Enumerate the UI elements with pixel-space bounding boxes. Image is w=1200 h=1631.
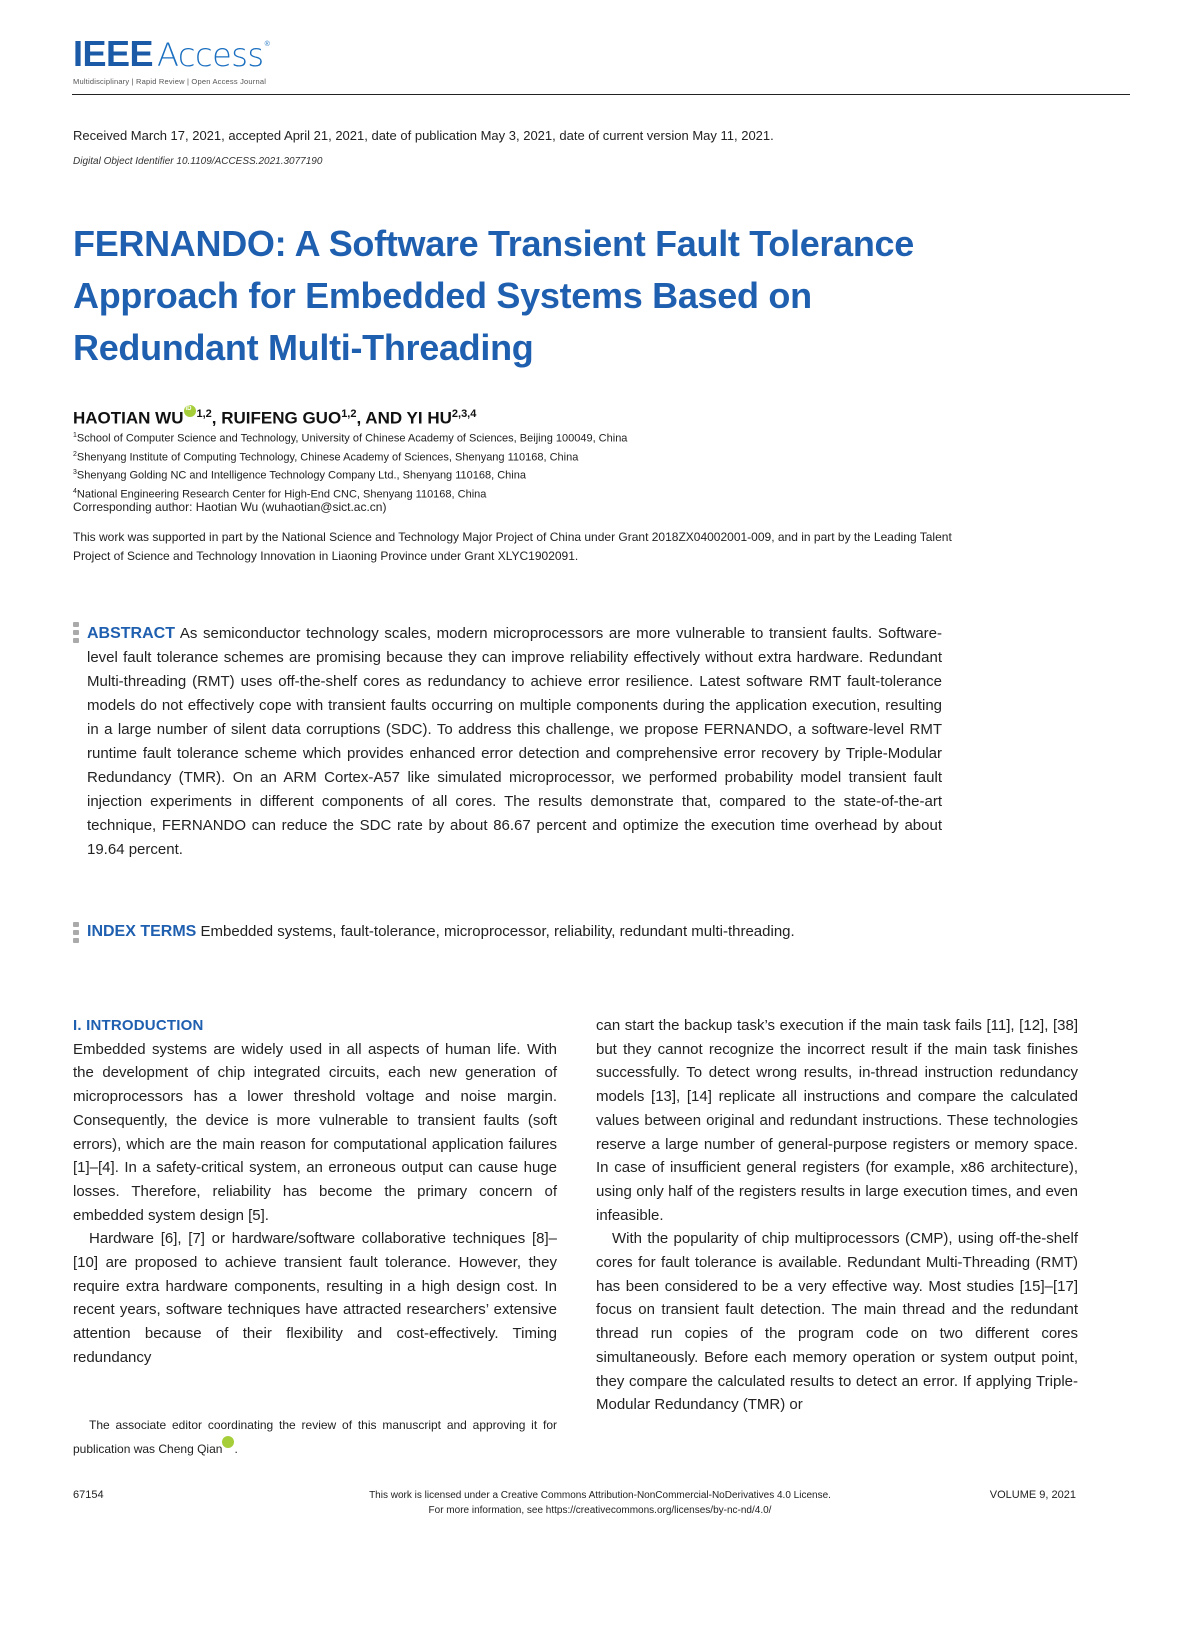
section-heading-introduction: I. INTRODUCTION [73, 1017, 204, 1034]
abstract [87, 622, 942, 862]
logo-ieee-text: IEEE [73, 33, 154, 74]
logo-access-text: Access [157, 36, 264, 74]
license-line-1[interactable]: This work is licensed under a Creative Commons Attribution-NonCommercial-NoDerivatives 4.0 License. [369, 1490, 831, 1501]
right-column [596, 1014, 1078, 1417]
orcid-icon[interactable] [184, 405, 196, 417]
intro-paragraph-4: With the popularity of chip multiprocessors (CMP), using off-the-shelf cores for fault tolerance is available. Redundant Multi-Threading (RMT) has been considered to be a very effective way. Most studies [15]–[17] focus on transient fault detection. The main thread and the redundant thread run copies of the program code on two different cores simultaneously. Before each memory operation or system output point, they compare the calculated results to detect an error. If applying Triple-Modular Redundancy (TMR) or [596, 1230, 1078, 1414]
paper-title: FERNANDO: A Software Transient Fault Tolerance Approach for Embedded Systems Based on Redundant Multi-Threading [73, 223, 914, 368]
orcid-icon[interactable] [222, 1436, 234, 1448]
index-terms-label: INDEX TERMS [87, 923, 197, 940]
header-rule [72, 94, 1130, 95]
received-dates: Received March 17, 2021, accepted April 21, 2021, date of publication May 3, 2021, date of current version May 11, 2021. [73, 128, 774, 143]
footnote-text: The associate editor coordinating the review of this manuscript and approving it for publication was Cheng Qian [73, 1418, 557, 1456]
editor-footnote: The associate editor coordinating the review of this manuscript and approving it for publication was Cheng Qian . [73, 1418, 557, 1456]
volume-label: VOLUME 9, 2021 [989, 1489, 1076, 1501]
license-line-2[interactable]: For more information, see https://creativecommons.org/licenses/by-nc-nd/4.0/ [428, 1505, 772, 1516]
left-column [73, 1014, 557, 1370]
logo-tagline: Multidisciplinary | Rapid Review | Open Access Journal [73, 77, 267, 86]
license-notice [300, 1488, 900, 1518]
author-1-affil: 1,2 [196, 408, 212, 420]
author-3[interactable]: , AND YI HU [356, 408, 452, 428]
author-list [73, 405, 476, 429]
index-terms [87, 920, 957, 944]
abstract-marker-icon [73, 622, 79, 646]
index-terms-marker-icon [73, 922, 79, 946]
trademark-mark: ® [264, 41, 270, 48]
affiliation-3: $^3$Shenyang Golding NC and Intelligence Technology Company Ltd., Shenyang 110168, China [73, 469, 526, 482]
abstract-label: ABSTRACT [87, 625, 175, 642]
index-terms-text: Embedded systems, fault-tolerance, microprocessor, reliability, redundant multi-threading. [200, 923, 795, 940]
affiliations [73, 428, 627, 503]
affiliation-2: $^2$Shenyang Institute of Computing Technology, Chinese Academy of Sciences, Shenyang 110168, China [73, 450, 579, 464]
abstract-text: As semiconductor technology scales, modern microprocessors are more vulnerable to transient faults. Software-level fault tolerance schemes are promising because they can improve reliability effectively without extra hardware. Redundant Multi-threading (RMT) uses off-the-shelf cores as redundancy to achieve error resilience. Latest software RMT fault-tolerance models do not effectively cope with transient faults occurring on multiple components during the application execution, resulting in a large number of silent data corruptions (SDC). To address this challenge, we propose FERNANDO, a software-level RMT runtime fault tolerance scheme which provides enhanced error detection and comprehensive error recovery by Triple-Modular Redundancy (TMR). On an ARM Cortex-A57 like simulated microprocessor, we performed probability model transient fault injection experiments in different components of all cores. The results demonstrate that, compared to the state-of-the-art technique, FERNANDO can reduce the SDC rate by about 86.67 percent and optimize the execution time overhead by about 19.64 percent. [87, 625, 943, 858]
funding-statement: This work was supported in part by the National Science and Technology Major Project of China under Grant 2018ZX04002001-009, and in part by the Leading Talent Project of Science and Technology Innovation in Liaoning Province under Grant XLYC1902091. [73, 530, 952, 563]
author-3-affil: 2,3,4 [451, 408, 477, 420]
corresponding-author: Corresponding author: Haotian Wu (wuhaotian@sict.ac.cn) [73, 500, 387, 514]
intro-paragraph-3: can start the backup task’s execution if the main task fails [11], [12], [38] but they cannot recognize the incorrect result if the main task finishes successfully. To detect wrong results, in-thread instruction redundancy models [13], [14] replicate all instructions and compare the calculated values between original and redundant instructions. These technologies reserve a large number of general-purpose registers or memory space. In case of insufficient general registers (for example, x86 architecture), using only half of the registers results in large execution times, and even infeasible. [596, 1017, 1078, 1224]
intro-paragraph-2: Hardware [6], [7] or hardware/software collaborative techniques [8]–[10] are proposed to achieve transient fault tolerance. However, they require extra hardware components, resulting in a high design cost. In recent years, software techniques have attracted researchers’ extensive attention because of their flexibility and cost-effectively. Timing redundancy [73, 1230, 557, 1366]
author-1[interactable]: HAOTIAN WU [73, 408, 184, 428]
intro-paragraph-1: Embedded systems are widely used in all aspects of human life. With the development of chip integrated circuits, each new generation of microprocessors has a lower threshold voltage and noise margin. Consequently, the device is more vulnerable to transient faults (soft errors), which are the main reason for computational application failures [1]–[4]. In a safety-critical system, an erroneous output can cause huge losses. Therefore, reliability has become the primary concern of embedded system design [5]. [73, 1040, 557, 1224]
affiliation-1: $^1$School of Computer Science and Technology, University of Chinese Academy of Sciences, Beijing 100049, China [73, 432, 628, 445]
author-2[interactable]: , RUIFENG GUO [211, 408, 342, 428]
affiliation-4: $^4$National Engineering Research Center for High-End CNC, Shenyang 110168, China [73, 487, 487, 501]
page-number: 67154 [73, 1489, 104, 1501]
doi-line: Digital Object Identifier 10.1109/ACCESS.2021.3077190 [73, 156, 323, 167]
author-2-affil: 1,2 [341, 408, 357, 420]
ieee-access-logo [73, 33, 270, 86]
